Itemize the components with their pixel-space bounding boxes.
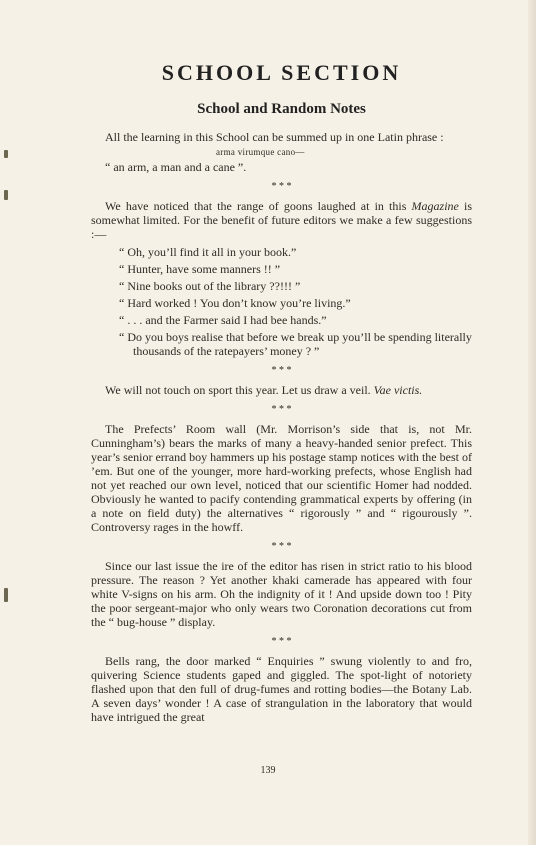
quote-item: “ . . . and the Farmer said I had bee hands.” <box>119 313 327 327</box>
paragraph: We will not touch on sport this year. Let us draw a veil. Vae victis. <box>105 383 423 397</box>
margin-mark <box>4 150 8 158</box>
page-number: 139 <box>260 765 276 776</box>
section-divider: * * * <box>271 365 292 376</box>
quote-item: “ Hunter, have some manners !! ” <box>119 262 281 276</box>
section-title: SCHOOL SECTION <box>161 60 402 85</box>
quote-item: “ Oh, you’ll find it all in your book.” <box>119 245 297 259</box>
section-divider: * * * <box>271 636 292 647</box>
paragraph: We have noticed that the range of goons laughed at in this Magazine is somewhat limited. For the benefit of future editors we make a few suggestions :— <box>91 199 472 241</box>
paragraph: The Prefects’ Room wall (Mr. Morrison’s side that is, not Mr. Cunningham’s) bears the marks of many a heavy-handed senior prefect. This year’s senior errand boy hammers up his postage stamp notices with the best of ’em. But one of the younger, more hard-working prefects, whose English had not yet reached our own level, noticed that our scientific Homer had nodded. Obviously he wanted to pacify contending grammatical experts by offering (in a note on field duty) the alternatives “ rigorously ” and “ rigourously ”. Controversy rages in the howff. <box>91 422 472 534</box>
quote-item: “ Nine books out of the library ??!!! ” <box>119 279 301 293</box>
paragraph: All the learning in this School can be summed up in one Latin phrase : <box>105 130 444 144</box>
quote-item: “ Hard worked ! You don’t know you’re living.” <box>119 296 351 310</box>
margin-mark <box>4 588 8 602</box>
paragraph: Since our last issue the ire of the editor has risen in strict ratio to his blood pressure. The reason ? Yet another khaki camerade has appeared with four white V-signs on his arm. Oh the indignity of it ! And upside down too ! Pity the poor sergeant-major who only wears two Coronation decorations cut from the “ bug-house ” display. <box>91 559 472 629</box>
section-divider: * * * <box>271 404 292 415</box>
article <box>91 60 472 724</box>
quote-item: “ Do you boys realise that before we break up you’ll be spending literally thousands of the ratepayers’ money ? ” <box>119 330 472 358</box>
paragraph: “ an arm, a man and a cane ”. <box>105 160 247 174</box>
page-edge <box>528 0 536 845</box>
section-divider: * * * <box>271 541 292 552</box>
article-subtitle: School and Random Notes <box>197 101 366 117</box>
latin-motto: arma virumque cano— <box>216 147 305 157</box>
margin-mark <box>4 190 8 200</box>
section-divider: * * * <box>271 181 292 192</box>
quote-list <box>119 245 472 358</box>
paragraph: Bells rang, the door marked “ Enquiries ” swung violently to and fro, quivering Science students gaped and giggled. The spot-light of notoriety flashed upon that den full of drug-fumes and rotting bodies—the Botany Lab. A seven days’ wonder ! A case of strangulation in the laboratory that would have intrigued the great <box>91 654 472 724</box>
